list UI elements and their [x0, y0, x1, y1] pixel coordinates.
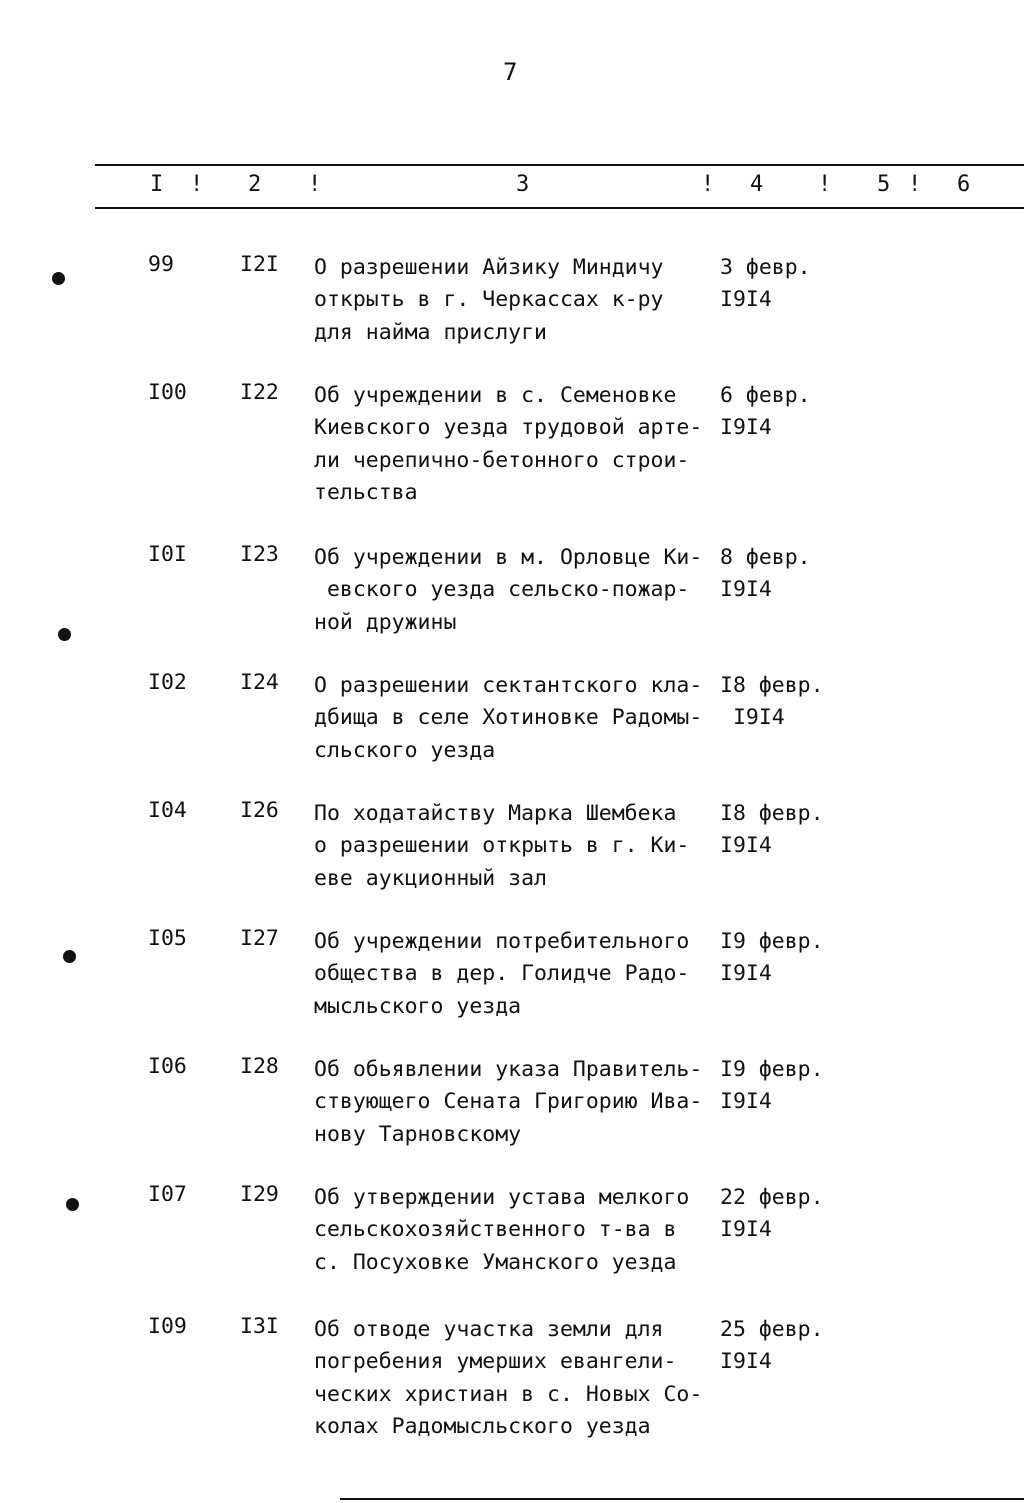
entry-date [720, 1314, 860, 1379]
date-line: I9I4 [720, 833, 772, 859]
entry-number: I05 [148, 926, 187, 951]
entry-number: I06 [148, 1054, 187, 1079]
file-number: I26 [240, 798, 279, 823]
file-number: I29 [240, 1182, 279, 1207]
title-line: для найма прислуги [314, 319, 547, 345]
title-line: Об учреждении в м. Орловце Ки- [314, 545, 703, 570]
title-line: По ходатайству Марка Шембека [314, 801, 677, 826]
title-line: Об учреждении потребительного [314, 929, 690, 954]
date-line: I9I4 [720, 1217, 772, 1243]
header-separator: ! [818, 172, 832, 197]
header-separator: ! [190, 172, 204, 197]
title-line: сельскохозяйственного т-ва в [314, 1217, 677, 1243]
file-number: I2I [240, 252, 279, 277]
bottom-rule [340, 1498, 1024, 1500]
title-line: с. Посуховке Уманского уезда [314, 1249, 677, 1275]
title-line: сльского уезда [314, 737, 496, 763]
header-separator: ! [908, 172, 922, 197]
header-separator: ! [308, 172, 322, 197]
entry-date [720, 926, 860, 991]
file-number: I22 [240, 380, 279, 405]
header-col-1: I [150, 172, 164, 197]
entry-date [720, 798, 860, 863]
page-number: 7 [503, 58, 518, 86]
table-header [0, 172, 1024, 200]
entry-title [314, 1182, 714, 1279]
entry-number: I0I [148, 542, 187, 567]
file-number: I28 [240, 1054, 279, 1079]
title-line: о разрешении открыть в г. Ки- [314, 833, 690, 859]
entry-date [720, 252, 860, 317]
entry-number: 99 [148, 252, 174, 277]
date-line: I9 февр. [720, 929, 824, 954]
title-line: ной дружины [314, 609, 457, 635]
entry-title [314, 542, 714, 639]
file-number: I23 [240, 542, 279, 567]
title-line: О разрешении Айзику Миндичу [314, 255, 664, 280]
entry-title [314, 252, 714, 349]
date-line: I9I4 [720, 287, 772, 313]
table-header-rule [95, 207, 1024, 209]
file-number: I24 [240, 670, 279, 695]
entry-date [720, 542, 860, 607]
punch-hole-icon [58, 628, 71, 641]
entry-title [314, 926, 714, 1023]
punch-hole-icon [66, 1198, 79, 1211]
header-col-4: 4 [750, 172, 764, 197]
date-line: I9I4 [720, 577, 772, 603]
header-col-5: 5 [877, 172, 891, 197]
entry-date [720, 1054, 860, 1119]
entry-number: I07 [148, 1182, 187, 1207]
entry-title [314, 1314, 714, 1443]
entry-number: I02 [148, 670, 187, 695]
title-line: еве аукционный зал [314, 865, 547, 891]
title-line: открыть в г. Черкассах к-ру [314, 287, 664, 313]
date-line: I8 февр. [720, 673, 824, 698]
title-line: общества в дер. Голидче Радо- [314, 961, 690, 987]
title-line: Об отводе участка земли для [314, 1317, 664, 1342]
entry-number: I00 [148, 380, 187, 405]
table-top-rule [95, 164, 1024, 166]
entry-date [720, 1182, 860, 1247]
entry-title [314, 798, 714, 895]
title-line: Об обьявлении указа Правитель- [314, 1057, 703, 1082]
entry-title [314, 1054, 714, 1151]
header-col-2: 2 [248, 172, 262, 197]
date-line: 8 февр. [720, 545, 811, 570]
punch-hole-icon [63, 950, 76, 963]
date-line: I9I4 [720, 1089, 772, 1115]
title-line: ствующего Сената Григорию Ива- [314, 1089, 703, 1115]
title-line: нову Тарновскому [314, 1121, 522, 1147]
entry-number: I09 [148, 1314, 187, 1339]
punch-hole-icon [52, 272, 65, 285]
title-line: дбища в селе Хотиновке Радомы- [314, 705, 703, 731]
title-line: Киевского уезда трудовой арте- [314, 415, 703, 441]
header-col-6: 6 [957, 172, 971, 197]
date-line: I9I4 [720, 1349, 772, 1375]
title-line: Об утверждении устава мелкого [314, 1185, 690, 1210]
date-line: I9I4 [720, 961, 772, 987]
entry-title [314, 380, 714, 509]
header-col-3: 3 [516, 172, 530, 197]
title-line: мысльского уезда [314, 993, 522, 1019]
entry-number: I04 [148, 798, 187, 823]
entry-title [314, 670, 714, 767]
file-number: I27 [240, 926, 279, 951]
title-line: колах Радомысльского уезда [314, 1413, 651, 1439]
entry-date [720, 380, 860, 445]
entry-date [720, 670, 860, 735]
date-line: 6 февр. [720, 383, 811, 408]
title-line: ческих христиан в с. Новых Со- [314, 1381, 703, 1407]
date-line: 25 февр. [720, 1317, 824, 1342]
date-line: I9I4 [720, 415, 772, 441]
title-line: погребения умерших евангели- [314, 1349, 677, 1375]
header-separator: ! [701, 172, 715, 197]
title-line: Об учреждении в с. Семеновке [314, 383, 677, 408]
file-number: I3I [240, 1314, 279, 1339]
title-line: евского уезда сельско-пожар- [314, 577, 690, 603]
date-line: I9I4 [720, 705, 785, 731]
date-line: 3 февр. [720, 255, 811, 280]
date-line: I8 февр. [720, 801, 824, 826]
date-line: 22 февр. [720, 1185, 824, 1210]
title-line: ли черепично-бетонного строи- [314, 447, 690, 473]
title-line: тельства [314, 479, 418, 505]
date-line: I9 февр. [720, 1057, 824, 1082]
title-line: О разрешении сектантского кла- [314, 673, 703, 698]
